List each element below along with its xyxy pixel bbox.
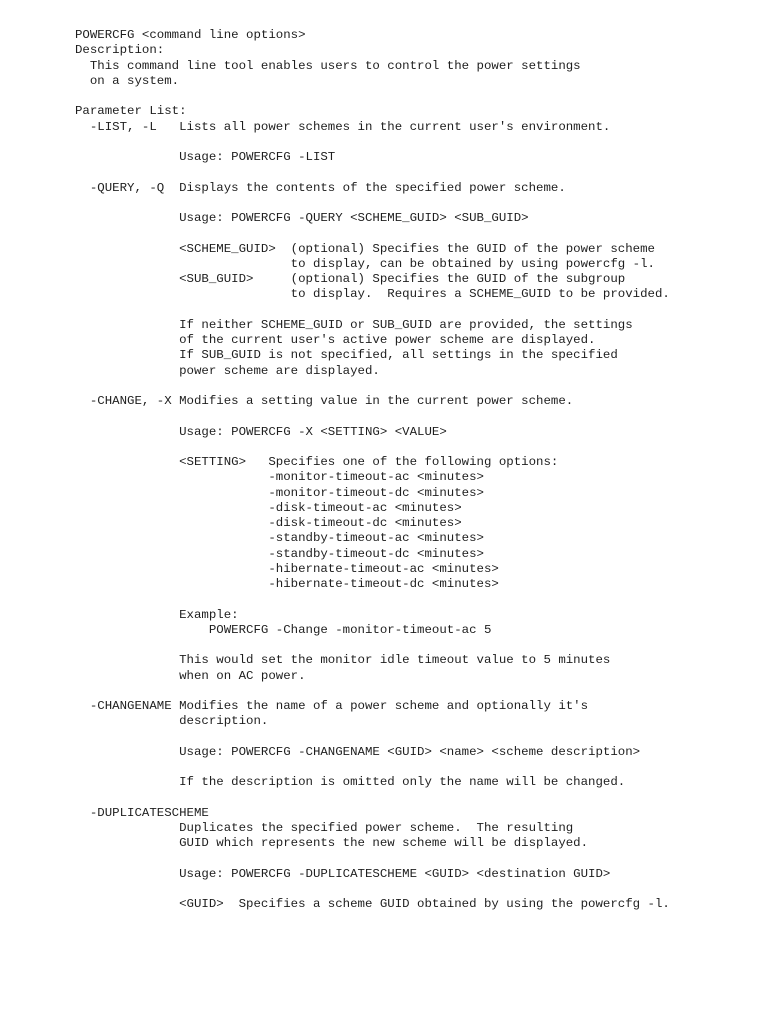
doc-line <box>75 852 755 867</box>
doc-line: <SUB_GUID> (optional) Specifies the GUID of the subgroup <box>75 272 626 286</box>
doc-line: POWERCFG -Change -monitor-timeout-ac 5 <box>75 622 492 637</box>
doc-line: -hibernate-timeout-dc <minutes> <box>75 577 499 591</box>
doc-line: Duplicates the specified power scheme. The resulting <box>75 821 574 835</box>
doc-line: Example: <box>75 607 239 622</box>
doc-line <box>75 760 755 775</box>
doc-line <box>75 196 755 211</box>
doc-line: If SUB_GUID is not specified, all settings in the specified <box>75 348 618 363</box>
doc-line: This command line tool enables users to control the power settings <box>75 58 581 73</box>
doc-line: -monitor-timeout-dc <minutes> <box>75 485 484 500</box>
doc-line: -hibernate-timeout-ac <minutes> <box>75 561 499 576</box>
doc-line: when on AC power. <box>75 668 306 683</box>
document-text <box>75 28 755 928</box>
doc-line: Parameter List: <box>75 104 187 119</box>
doc-line <box>75 913 755 928</box>
doc-line: -CHANGE, -X Modifies a setting value in the current power scheme. <box>75 394 574 408</box>
doc-line <box>75 730 755 745</box>
doc-line: <GUID> Specifies a scheme GUID obtained by using the powercfg -l. <box>75 897 670 912</box>
doc-line: Description: <box>75 43 165 58</box>
doc-line: power scheme are displayed. <box>75 363 380 378</box>
doc-line: -disk-timeout-ac <minutes> <box>75 500 462 515</box>
doc-line <box>75 638 755 653</box>
doc-line: <SETTING> Specifies one of the following options: <box>75 455 559 469</box>
doc-line: -standby-timeout-ac <minutes> <box>75 531 484 546</box>
doc-line: <SCHEME_GUID> (optional) Specifies the GUID of the power scheme <box>75 241 655 256</box>
doc-line: -monitor-timeout-ac <minutes> <box>75 470 484 485</box>
doc-line <box>75 379 755 394</box>
doc-line <box>75 303 755 318</box>
doc-line <box>75 440 755 455</box>
doc-line: on a system. <box>75 73 180 88</box>
doc-line: -LIST, -L Lists all power schemes in the current user's environment. <box>75 119 611 134</box>
doc-line <box>75 882 755 897</box>
doc-line: This would set the monitor idle timeout value to 5 minutes <box>75 653 611 668</box>
doc-line <box>75 684 755 699</box>
doc-line: If neither SCHEME_GUID or SUB_GUID are provided, the settings <box>75 317 633 332</box>
doc-line <box>75 791 755 806</box>
doc-line <box>75 165 755 180</box>
doc-line: -DUPLICATESCHEME <box>75 805 209 820</box>
doc-line: Usage: POWERCFG -X <SETTING> <VALUE> <box>75 424 447 439</box>
doc-line: GUID which represents the new scheme will be displayed. <box>75 836 589 851</box>
doc-line: Usage: POWERCFG -CHANGENAME <GUID> <name> <scheme description> <box>75 744 641 759</box>
doc-line: -QUERY, -Q Displays the contents of the specified power scheme. <box>75 180 566 195</box>
doc-line: description. <box>75 714 269 729</box>
doc-line <box>75 135 755 150</box>
doc-line <box>75 89 755 104</box>
doc-line: -disk-timeout-dc <minutes> <box>75 516 462 530</box>
doc-line: to display. Requires a SCHEME_GUID to be provided. <box>75 287 670 302</box>
doc-line: -CHANGENAME Modifies the name of a power scheme and optionally it's <box>75 699 589 713</box>
doc-line <box>75 226 755 241</box>
doc-line: Usage: POWERCFG -QUERY <SCHEME_GUID> <SUB_GUID> <box>75 211 529 225</box>
doc-line: If the description is omitted only the name will be changed. <box>75 775 626 790</box>
doc-line: Usage: POWERCFG -LIST <box>75 150 336 164</box>
doc-line: -standby-timeout-dc <minutes> <box>75 546 484 561</box>
doc-line: to display, can be obtained by using powercfg -l. <box>75 256 655 271</box>
doc-line <box>75 409 755 424</box>
doc-line: Usage: POWERCFG -DUPLICATESCHEME <GUID> <destination GUID> <box>75 866 611 881</box>
doc-line: POWERCFG <command line options> <box>75 28 306 42</box>
doc-line: of the current user's active power scheme are displayed. <box>75 333 596 347</box>
doc-line <box>75 592 755 607</box>
